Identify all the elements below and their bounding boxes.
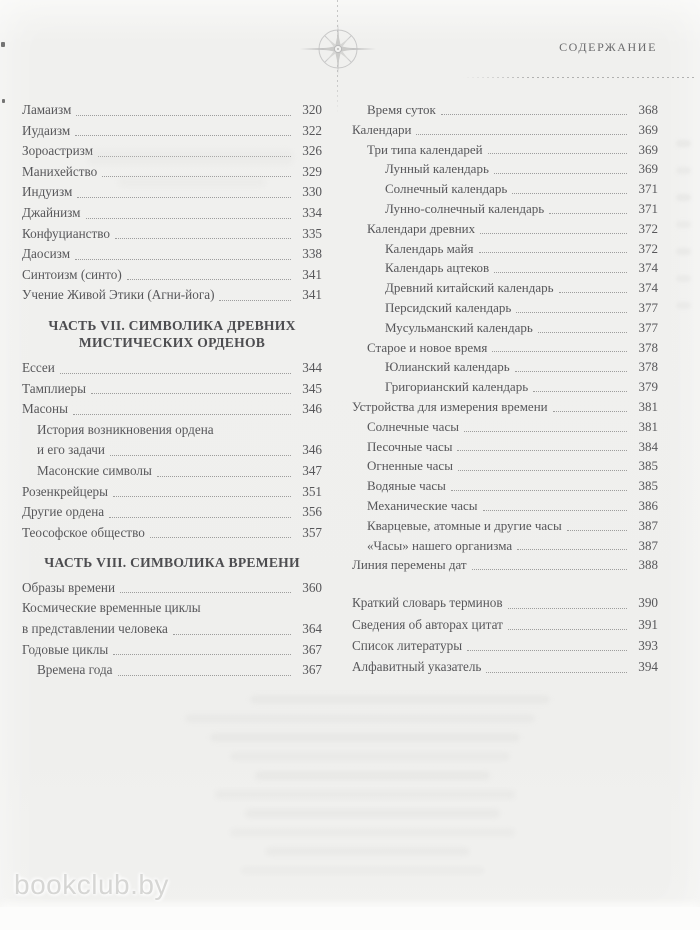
entry-page-number: 341 — [302, 287, 322, 303]
entry-title: Масонские символы — [37, 462, 152, 478]
toc-entry — [352, 377, 658, 397]
toc-part-heading-line: ЧАСТЬ VIII. СИМВОЛИКА ВРЕМЕНИ — [44, 555, 300, 571]
dot-leader — [77, 182, 291, 203]
toc-entry — [22, 461, 322, 482]
toc-entry — [22, 482, 322, 503]
entry-title: Солнечный календарь — [385, 181, 508, 197]
dot-leader — [516, 298, 627, 318]
toc-entry — [352, 437, 658, 457]
entry-page-number: 393 — [638, 637, 658, 653]
entry-page-number: 344 — [302, 359, 322, 375]
toc-entry — [352, 357, 658, 377]
entry-page-number: 338 — [302, 246, 322, 262]
toc-entry — [352, 179, 658, 199]
dot-leader — [110, 440, 291, 461]
entry-title: Другие ордена — [22, 504, 105, 520]
entry-title: История возникновения ордена — [37, 421, 214, 437]
dot-leader — [73, 399, 291, 420]
dot-leader — [508, 592, 627, 613]
dot-leader — [150, 523, 291, 544]
dot-leader — [480, 219, 627, 239]
compass-rose-icon — [296, 19, 380, 84]
entry-title: Кварцевые, атомные и другие часы — [367, 517, 562, 533]
entry-title: «Часы» нашего организма — [367, 537, 513, 553]
showthrough-line — [245, 809, 500, 818]
toc-entry — [352, 159, 658, 179]
entry-title: Календари — [352, 121, 412, 137]
entry-page-number: 379 — [638, 379, 658, 395]
toc-entry — [352, 536, 658, 556]
toc-part-heading-line: МИСТИЧЕСКИХ ОРДЕНОВ — [78, 335, 266, 351]
entry-title: Водяные часы — [367, 478, 446, 494]
toc-entry — [352, 656, 658, 677]
toc-entry — [352, 476, 658, 496]
entry-title: Времена года — [37, 662, 113, 678]
entry-page-number: 387 — [638, 517, 658, 533]
entry-title: в представлении человека — [22, 620, 168, 636]
entry-title: Тамплиеры — [22, 380, 86, 396]
entry-title: Календарь ацтеков — [385, 260, 490, 276]
entry-title: Григорианский календарь — [385, 379, 529, 395]
dot-leader — [479, 239, 627, 259]
entry-title: Краткий словарь терминов — [352, 595, 503, 611]
dot-leader — [75, 121, 291, 142]
toc-entry — [22, 523, 322, 544]
dot-leader — [113, 482, 291, 503]
showthrough-line — [255, 771, 490, 780]
toc-part-heading-line: ЧАСТЬ VII. СИМВОЛИКА ДРЕВНИХ — [48, 317, 296, 333]
showthrough-line — [676, 248, 691, 255]
toc-entry — [352, 338, 658, 358]
entry-page-number: 394 — [638, 659, 658, 675]
entry-page-number: 369 — [638, 161, 658, 177]
entry-title: Иудаизм — [22, 122, 71, 138]
showthrough-line — [230, 828, 515, 837]
toc-entry — [352, 496, 658, 516]
entry-title: Лунный календарь — [385, 161, 489, 177]
entry-title: Мусульманский календарь — [385, 319, 533, 335]
dot-leader — [98, 141, 291, 162]
toc-entry — [352, 516, 658, 536]
entry-title: Индуизм — [22, 184, 73, 200]
entry-title: Джайнизм — [22, 204, 81, 220]
toc-entry — [22, 121, 322, 142]
toc-column-right — [352, 100, 658, 678]
entry-title: Ессеи — [22, 359, 55, 375]
entry-title: Механические часы — [367, 497, 478, 513]
entry-page-number: 345 — [302, 380, 322, 396]
dot-leader — [492, 338, 627, 358]
entry-title: Календари древних — [367, 220, 476, 236]
entry-page-number: 367 — [302, 641, 322, 657]
entry-title: Розенкрейцеры — [22, 483, 108, 499]
entry-title: Календарь майя — [385, 240, 474, 256]
watermark: bookclub.by — [14, 869, 169, 900]
toc-entry — [22, 660, 322, 681]
entry-page-number: 346 — [302, 401, 322, 417]
entry-title: Время суток — [367, 102, 436, 117]
showthrough-line — [265, 847, 470, 856]
entry-page-number: 372 — [638, 220, 658, 236]
entry-page-number: 320 — [302, 102, 322, 117]
scan-edge-strip — [0, 907, 700, 930]
entry-title: и его задачи — [37, 442, 105, 458]
toc-entry — [22, 182, 322, 203]
toc-entry — [352, 140, 658, 160]
entry-page-number: 341 — [302, 266, 322, 282]
entry-title: Лунно-солнечный календарь — [385, 200, 545, 216]
toc-entry — [22, 100, 322, 121]
dot-leader — [416, 120, 627, 140]
header-dotted-rule — [462, 77, 696, 78]
dot-leader — [517, 536, 627, 556]
showthrough-line — [185, 714, 535, 723]
entry-title: Сведения об авторах цитат — [352, 616, 503, 632]
toc-block — [22, 358, 322, 543]
dot-leader — [494, 159, 627, 179]
toc-entry — [22, 578, 322, 599]
toc-entry — [352, 239, 658, 259]
toc-entry — [352, 100, 658, 120]
dot-leader — [515, 357, 627, 377]
toc-block — [22, 100, 322, 306]
entry-title: Юлианский календарь — [385, 359, 510, 375]
toc-spacer — [352, 575, 658, 592]
entry-page-number: 356 — [302, 504, 322, 520]
dot-leader — [120, 578, 291, 599]
entry-page-number: 364 — [302, 620, 322, 636]
entry-page-number: 378 — [638, 359, 658, 375]
toc-entry — [352, 555, 658, 575]
running-header: СОДЕРЖАНИЕ — [559, 40, 657, 54]
toc-entry — [352, 219, 658, 239]
toc-entry — [22, 141, 322, 162]
dot-leader — [109, 502, 291, 523]
toc-entry — [22, 203, 322, 224]
entry-page-number: 390 — [638, 595, 658, 611]
entry-title: Персидский календарь — [385, 299, 512, 315]
dot-leader — [219, 285, 291, 306]
entry-title: Алфавитный указатель — [352, 659, 482, 675]
dot-leader — [113, 640, 291, 661]
entry-title: Учение Живой Этики (Агни-йога) — [22, 287, 215, 303]
toc-entry — [22, 420, 322, 441]
entry-title: Синтоизм (синто) — [22, 266, 122, 282]
entry-page-number: 322 — [302, 122, 322, 138]
toc-entry — [352, 635, 658, 656]
entry-page-number: 334 — [302, 204, 322, 220]
toc-entry — [352, 417, 658, 437]
showthrough-line — [250, 695, 550, 704]
entry-page-number: 377 — [638, 299, 658, 315]
dot-leader — [488, 140, 627, 160]
entry-page-number: 326 — [302, 143, 322, 159]
dot-leader — [441, 100, 627, 120]
entry-page-number: 381 — [638, 418, 658, 434]
entry-title: Даосизм — [22, 246, 71, 262]
entry-title: Линия перемены дат — [352, 557, 467, 573]
toc-entry — [352, 298, 658, 318]
toc-part-heading — [22, 554, 322, 572]
dot-leader — [75, 244, 291, 265]
toc-entry — [352, 278, 658, 298]
showthrough-line — [215, 790, 515, 799]
entry-page-number: 385 — [638, 458, 658, 474]
dot-leader — [567, 516, 627, 536]
entry-title: Солнечные часы — [367, 418, 459, 434]
entry-page-number: 368 — [638, 102, 658, 117]
dot-leader — [102, 162, 291, 183]
entry-title: Годовые циклы — [22, 641, 109, 657]
entry-page-number: 388 — [638, 557, 658, 573]
entry-title: Огненные часы — [367, 458, 453, 474]
entry-page-number: 387 — [638, 537, 658, 553]
dot-leader — [76, 100, 291, 121]
toc-entry — [22, 379, 322, 400]
dot-leader — [538, 318, 627, 338]
entry-title: Песочные часы — [367, 438, 453, 454]
entry-title: Образы времени — [22, 579, 116, 595]
toc-entry — [352, 592, 658, 613]
entry-title: Ламаизм — [22, 102, 72, 117]
toc-entry — [22, 440, 322, 461]
showthrough-line — [240, 866, 485, 875]
entry-title: Устройства для измерения времени — [352, 398, 548, 414]
dot-leader — [559, 278, 627, 298]
entry-title: Манихейство — [22, 163, 98, 179]
dot-leader — [457, 437, 627, 457]
toc-entry — [22, 399, 322, 420]
toc-entry — [352, 120, 658, 140]
entry-title: Теософское общество — [22, 524, 145, 540]
toc-entry — [22, 598, 322, 619]
dot-leader — [553, 397, 627, 417]
dot-leader — [458, 456, 627, 476]
entry-page-number: 360 — [302, 579, 322, 595]
dot-leader — [533, 377, 627, 397]
entry-page-number: 374 — [638, 280, 658, 296]
dot-leader — [483, 496, 627, 516]
dot-leader — [472, 555, 627, 575]
entry-page-number: 384 — [638, 438, 658, 454]
showthrough-line — [676, 140, 691, 147]
showthrough-line — [676, 194, 691, 201]
dot-leader — [157, 461, 291, 482]
entry-page-number: 369 — [638, 121, 658, 137]
toc-entry — [22, 224, 322, 245]
entry-title: Масоны — [22, 401, 68, 417]
toc-entry — [22, 502, 322, 523]
toc-entry — [22, 640, 322, 661]
dot-leader — [467, 635, 627, 656]
dot-leader — [486, 656, 627, 677]
entry-page-number: 385 — [638, 478, 658, 494]
dot-leader — [60, 358, 291, 379]
entry-page-number: 369 — [638, 141, 658, 157]
entry-page-number: 377 — [638, 319, 658, 335]
entry-page-number: 372 — [638, 240, 658, 256]
entry-page-number: 391 — [638, 616, 658, 632]
scan-speck — [2, 99, 5, 103]
dot-leader — [91, 379, 291, 400]
dot-leader — [512, 179, 627, 199]
toc-entry — [22, 619, 322, 640]
entry-page-number: 371 — [638, 200, 658, 216]
toc-block — [22, 578, 322, 681]
toc-entry — [22, 285, 322, 306]
entry-page-number: 351 — [302, 483, 322, 499]
toc-entry — [22, 358, 322, 379]
toc-entry — [352, 456, 658, 476]
dot-leader — [508, 614, 627, 635]
showthrough-line — [230, 752, 510, 761]
showthrough-line — [676, 275, 691, 282]
entry-title: Конфуцианство — [22, 225, 110, 241]
showthrough-line — [210, 733, 520, 742]
toc-entry — [352, 397, 658, 417]
entry-page-number: 357 — [302, 524, 322, 540]
toc-entry — [352, 614, 658, 635]
dot-leader — [494, 258, 627, 278]
entry-title: Древний китайский календарь — [385, 280, 554, 296]
dot-leader — [86, 203, 291, 224]
entry-page-number: 381 — [638, 398, 658, 414]
dot-leader — [115, 224, 291, 245]
entry-page-number: 330 — [302, 184, 322, 200]
toc-entry — [22, 162, 322, 183]
toc-part-heading — [22, 317, 322, 352]
entry-page-number: 367 — [302, 662, 322, 678]
scan-speck — [1, 42, 5, 47]
entry-title: Космические временные циклы — [22, 600, 201, 616]
toc-block — [352, 100, 658, 575]
dot-leader — [173, 619, 291, 640]
entry-title: Три типа календарей — [367, 141, 483, 157]
entry-page-number: 347 — [302, 462, 322, 478]
entry-title: Список литературы — [352, 637, 463, 653]
entry-page-number: 378 — [638, 339, 658, 355]
dot-leader — [451, 476, 627, 496]
entry-page-number: 371 — [638, 181, 658, 197]
toc-entry — [352, 199, 658, 219]
dot-leader — [127, 265, 291, 286]
showthrough-line — [676, 167, 691, 174]
toc-block — [352, 592, 658, 678]
entry-page-number: 386 — [638, 497, 658, 513]
dot-leader — [118, 660, 291, 681]
showthrough-line — [676, 221, 691, 228]
toc-entry — [22, 265, 322, 286]
entry-page-number: 374 — [638, 260, 658, 276]
showthrough-line — [676, 302, 691, 309]
toc-entry — [352, 258, 658, 278]
entry-page-number: 335 — [302, 225, 322, 241]
entry-page-number: 329 — [302, 163, 322, 179]
entry-title: Старое и новое время — [367, 339, 488, 355]
toc-entry — [352, 318, 658, 338]
entry-title: Зороастризм — [22, 143, 94, 159]
dot-leader — [549, 199, 627, 219]
toc-entry — [22, 244, 322, 265]
dot-leader — [464, 417, 627, 437]
toc-column-left — [22, 100, 322, 681]
entry-page-number: 346 — [302, 442, 322, 458]
